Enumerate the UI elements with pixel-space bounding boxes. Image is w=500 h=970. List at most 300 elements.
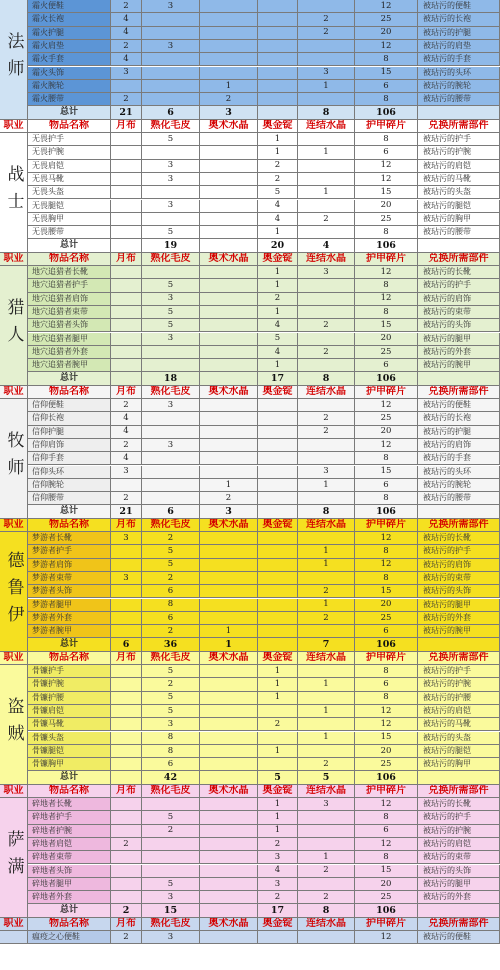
token-name: 被玷污的肩垫 — [418, 40, 500, 53]
material-count: 8 — [355, 665, 418, 678]
material-count — [142, 27, 200, 40]
material-count: 2 — [200, 492, 258, 505]
total-blank — [418, 239, 500, 252]
total-value — [200, 904, 258, 917]
token-name: 被玷污的长靴 — [418, 532, 500, 545]
item-name: 梦游者头饰 — [28, 585, 111, 598]
material-count: 1 — [298, 479, 355, 492]
material-count — [298, 692, 355, 705]
material-count: 1 — [258, 665, 298, 678]
item-name: 地穴追猎者腿甲 — [28, 333, 111, 346]
material-count — [298, 173, 355, 186]
material-count: 8 — [355, 133, 418, 146]
material-count: 25 — [355, 13, 418, 26]
material-count: 2 — [111, 40, 142, 53]
material-count: 3 — [111, 466, 142, 479]
total-value: 7 — [298, 638, 355, 651]
column-header: 职业 — [0, 652, 28, 665]
material-count — [298, 665, 355, 678]
item-name: 碎地者头饰 — [28, 865, 111, 878]
token-name: 被玷污的腕甲 — [418, 625, 500, 638]
material-count: 3 — [111, 532, 142, 545]
column-header: 物品名称 — [28, 519, 111, 532]
total-value: 8 — [298, 505, 355, 518]
material-count: 1 — [258, 692, 298, 705]
material-count: 2 — [111, 0, 142, 13]
token-name: 被玷污的便鞋 — [418, 931, 500, 944]
material-count — [111, 878, 142, 891]
material-count — [200, 333, 258, 346]
total-value: 106 — [355, 372, 418, 385]
material-count: 5 — [142, 878, 200, 891]
material-count: 8 — [355, 692, 418, 705]
material-count — [258, 732, 298, 745]
token-name: 被玷污的胸甲 — [418, 213, 500, 226]
material-count: 1 — [298, 732, 355, 745]
material-count — [111, 279, 142, 292]
item-name: 地穴追猎者长靴 — [28, 266, 111, 279]
total-value: 106 — [355, 638, 418, 651]
material-count: 2 — [111, 492, 142, 505]
material-count: 3 — [142, 0, 200, 13]
material-count: 12 — [355, 0, 418, 13]
column-header: 月布 — [111, 120, 142, 133]
material-count — [111, 825, 142, 838]
material-count — [298, 452, 355, 465]
material-count: 1 — [298, 146, 355, 159]
material-count: 5 — [142, 811, 200, 824]
material-count — [258, 452, 298, 465]
total-value: 106 — [355, 771, 418, 784]
item-name: 碎地者护手 — [28, 811, 111, 824]
material-count — [200, 226, 258, 239]
token-name: 被玷污的头饰 — [418, 585, 500, 598]
token-name: 被玷污的手套 — [418, 452, 500, 465]
material-count — [200, 279, 258, 292]
material-count: 2 — [298, 585, 355, 598]
material-count: 3 — [298, 67, 355, 80]
material-count — [111, 133, 142, 146]
material-count: 6 — [355, 359, 418, 372]
material-count — [200, 439, 258, 452]
material-count: 4 — [111, 426, 142, 439]
material-count — [258, 545, 298, 558]
token-name: 被玷污的护腿 — [418, 426, 500, 439]
token-name: 被玷污的头盔 — [418, 186, 500, 199]
token-name: 被玷污的护手 — [418, 133, 500, 146]
token-name: 被玷污的腿甲 — [418, 878, 500, 891]
material-count — [258, 466, 298, 479]
material-count: 4 — [111, 412, 142, 425]
material-count — [200, 426, 258, 439]
material-count — [142, 492, 200, 505]
total-value: 8 — [298, 372, 355, 385]
item-name: 霜火腰带 — [28, 93, 111, 106]
material-count — [200, 0, 258, 13]
item-name: 无畏马靴 — [28, 173, 111, 186]
material-count: 4 — [258, 200, 298, 213]
material-count: 25 — [355, 412, 418, 425]
material-count — [142, 479, 200, 492]
item-name: 信仰肩饰 — [28, 439, 111, 452]
material-count: 2 — [111, 439, 142, 452]
material-count — [298, 306, 355, 319]
material-count — [200, 160, 258, 173]
token-name: 被玷污的腿甲 — [418, 599, 500, 612]
item-name: 地穴追猎者头饰 — [28, 319, 111, 332]
column-header: 职业 — [0, 120, 28, 133]
total-value — [200, 372, 258, 385]
total-value: 21 — [111, 106, 142, 119]
material-count — [298, 200, 355, 213]
item-name: 信仰长袍 — [28, 412, 111, 425]
item-name: 霜火手套 — [28, 53, 111, 66]
column-header: 熟化毛皮 — [142, 918, 200, 931]
material-count: 2 — [258, 160, 298, 173]
material-count — [258, 53, 298, 66]
token-name: 被玷污的腰带 — [418, 492, 500, 505]
class-name: 萨满 — [0, 798, 28, 918]
material-count — [258, 572, 298, 585]
material-count: 3 — [298, 466, 355, 479]
material-count — [200, 200, 258, 213]
material-count: 15 — [355, 67, 418, 80]
material-count — [200, 572, 258, 585]
material-count — [142, 67, 200, 80]
item-name: 信仰腕轮 — [28, 479, 111, 492]
material-count: 1 — [298, 599, 355, 612]
token-name: 被玷污的便鞋 — [418, 399, 500, 412]
column-header: 奥术水晶 — [200, 120, 258, 133]
material-count: 2 — [142, 825, 200, 838]
material-count: 1 — [258, 226, 298, 239]
token-name: 被玷污的肩饰 — [418, 293, 500, 306]
material-count: 2 — [111, 93, 142, 106]
material-count: 12 — [355, 293, 418, 306]
item-name: 地穴追猎者外套 — [28, 346, 111, 359]
token-name: 被玷污的束带 — [418, 306, 500, 319]
material-count: 1 — [298, 851, 355, 864]
total-value: 17 — [258, 904, 298, 917]
total-label: 总计 — [28, 372, 111, 385]
item-name: 碎地者束带 — [28, 851, 111, 864]
material-count: 2 — [298, 27, 355, 40]
material-count: 12 — [355, 439, 418, 452]
material-count: 20 — [355, 426, 418, 439]
material-count — [200, 891, 258, 904]
material-count: 6 — [355, 625, 418, 638]
column-header: 月布 — [111, 386, 142, 399]
total-value: 106 — [355, 505, 418, 518]
material-count — [200, 452, 258, 465]
material-count — [200, 27, 258, 40]
token-name: 被玷污的手套 — [418, 53, 500, 66]
column-header: 连结水晶 — [298, 386, 355, 399]
total-value: 5 — [298, 771, 355, 784]
material-count — [111, 678, 142, 691]
material-count — [142, 53, 200, 66]
material-count: 1 — [258, 279, 298, 292]
material-count — [258, 439, 298, 452]
material-count — [200, 40, 258, 53]
material-count: 1 — [258, 811, 298, 824]
column-header: 护甲碎片 — [355, 652, 418, 665]
material-count — [258, 492, 298, 505]
item-name: 梦游者外套 — [28, 612, 111, 625]
column-header: 奥术水晶 — [200, 785, 258, 798]
column-header: 奥金锭 — [258, 386, 298, 399]
material-count: 4 — [258, 865, 298, 878]
material-count: 3 — [111, 572, 142, 585]
token-name: 被玷污的外套 — [418, 891, 500, 904]
item-name: 无畏肩铠 — [28, 160, 111, 173]
column-header: 月布 — [111, 785, 142, 798]
material-count: 15 — [355, 732, 418, 745]
material-count: 2 — [298, 758, 355, 771]
material-count: 12 — [355, 40, 418, 53]
column-header: 物品名称 — [28, 785, 111, 798]
column-header: 护甲碎片 — [355, 785, 418, 798]
material-count: 20 — [355, 333, 418, 346]
column-header: 连结水晶 — [298, 253, 355, 266]
item-name: 梦游者护手 — [28, 545, 111, 558]
token-name: 被玷污的护腕 — [418, 146, 500, 159]
material-count: 12 — [355, 798, 418, 811]
column-header: 职业 — [0, 519, 28, 532]
token-name: 被玷污的腕轮 — [418, 479, 500, 492]
token-name: 被玷污的腿甲 — [418, 333, 500, 346]
item-name: 碎地者长靴 — [28, 798, 111, 811]
column-header: 职业 — [0, 785, 28, 798]
item-name: 梦游者腿甲 — [28, 599, 111, 612]
column-header: 连结水晶 — [298, 785, 355, 798]
total-value: 3 — [200, 106, 258, 119]
token-name: 被玷污的束带 — [418, 572, 500, 585]
token-name: 被玷污的护腕 — [418, 825, 500, 838]
material-count — [200, 718, 258, 731]
material-count — [258, 67, 298, 80]
token-name: 被玷污的头环 — [418, 466, 500, 479]
item-name: 骨镰胸甲 — [28, 758, 111, 771]
material-count — [298, 532, 355, 545]
material-count — [298, 572, 355, 585]
material-count — [200, 13, 258, 26]
item-name: 瘟疫之心便鞋 — [28, 931, 111, 944]
material-count: 8 — [355, 545, 418, 558]
material-count: 3 — [142, 891, 200, 904]
class-name: 战士 — [0, 133, 28, 253]
material-count — [298, 718, 355, 731]
material-count — [200, 878, 258, 891]
material-count: 12 — [355, 705, 418, 718]
material-count — [142, 452, 200, 465]
material-count: 12 — [355, 266, 418, 279]
material-count: 1 — [258, 798, 298, 811]
material-count — [142, 798, 200, 811]
material-count — [111, 798, 142, 811]
material-count — [258, 705, 298, 718]
material-count: 5 — [142, 226, 200, 239]
item-name: 骨镰马靴 — [28, 718, 111, 731]
material-count — [258, 758, 298, 771]
material-count: 4 — [111, 53, 142, 66]
material-count: 3 — [298, 798, 355, 811]
token-name: 被玷污的长袍 — [418, 412, 500, 425]
material-count: 15 — [355, 466, 418, 479]
material-count — [111, 306, 142, 319]
total-label: 总计 — [28, 771, 111, 784]
material-count — [258, 426, 298, 439]
column-header: 月布 — [111, 519, 142, 532]
item-name: 无畏护腕 — [28, 146, 111, 159]
column-header: 奥术水晶 — [200, 386, 258, 399]
material-count: 8 — [142, 732, 200, 745]
column-header: 月布 — [111, 253, 142, 266]
material-count: 4 — [111, 452, 142, 465]
material-count: 2 — [142, 678, 200, 691]
material-count: 5 — [258, 333, 298, 346]
material-count — [258, 532, 298, 545]
material-count — [258, 625, 298, 638]
column-header: 奥金锭 — [258, 785, 298, 798]
material-count: 8 — [355, 452, 418, 465]
material-count — [111, 718, 142, 731]
item-name: 碎地者护腕 — [28, 825, 111, 838]
material-count — [111, 200, 142, 213]
column-header: 熟化毛皮 — [142, 785, 200, 798]
column-header: 奥金锭 — [258, 120, 298, 133]
material-count — [258, 0, 298, 13]
total-value: 19 — [142, 239, 200, 252]
material-count: 1 — [258, 133, 298, 146]
material-count — [258, 13, 298, 26]
item-name: 碎地者肩铠 — [28, 838, 111, 851]
material-count — [258, 479, 298, 492]
material-count: 12 — [355, 173, 418, 186]
token-name: 被玷污的护腿 — [418, 27, 500, 40]
material-count: 12 — [355, 399, 418, 412]
material-count: 8 — [355, 811, 418, 824]
material-count — [200, 359, 258, 372]
material-count: 5 — [142, 279, 200, 292]
material-count — [298, 333, 355, 346]
material-count: 5 — [142, 319, 200, 332]
material-count — [298, 40, 355, 53]
item-name: 霜火腕轮 — [28, 80, 111, 93]
item-name: 无畏腰带 — [28, 226, 111, 239]
material-count: 8 — [355, 93, 418, 106]
material-count: 2 — [298, 13, 355, 26]
column-header: 月布 — [111, 918, 142, 931]
material-count: 2 — [200, 93, 258, 106]
material-count: 20 — [355, 200, 418, 213]
material-count: 1 — [258, 266, 298, 279]
material-count — [111, 266, 142, 279]
total-value — [258, 106, 298, 119]
total-label: 总计 — [28, 904, 111, 917]
item-name: 梦游者肩饰 — [28, 559, 111, 572]
item-name: 无畏头盔 — [28, 186, 111, 199]
material-count — [298, 811, 355, 824]
material-count: 12 — [355, 838, 418, 851]
total-value: 8 — [298, 106, 355, 119]
column-header: 连结水晶 — [298, 519, 355, 532]
material-count: 12 — [355, 931, 418, 944]
material-count — [298, 878, 355, 891]
material-count — [298, 0, 355, 13]
token-name: 被玷污的护手 — [418, 811, 500, 824]
material-count — [258, 931, 298, 944]
material-count: 6 — [355, 479, 418, 492]
material-count: 6 — [142, 612, 200, 625]
item-name: 无畏护手 — [28, 133, 111, 146]
item-name: 霜火长袍 — [28, 13, 111, 26]
material-count: 8 — [142, 745, 200, 758]
material-count: 2 — [111, 931, 142, 944]
material-count: 6 — [355, 80, 418, 93]
material-count — [142, 426, 200, 439]
material-count: 1 — [298, 545, 355, 558]
material-count: 2 — [258, 293, 298, 306]
material-count — [200, 173, 258, 186]
material-count: 15 — [355, 319, 418, 332]
total-label: 总计 — [28, 239, 111, 252]
total-label: 总计 — [28, 106, 111, 119]
item-name: 梦游者腕甲 — [28, 625, 111, 638]
material-count: 4 — [258, 319, 298, 332]
column-header: 连结水晶 — [298, 918, 355, 931]
material-count — [200, 186, 258, 199]
material-count: 1 — [258, 306, 298, 319]
material-count — [111, 665, 142, 678]
material-count — [111, 811, 142, 824]
token-name: 被玷污的护手 — [418, 545, 500, 558]
material-count — [200, 612, 258, 625]
total-blank — [418, 904, 500, 917]
material-count — [298, 359, 355, 372]
column-header: 熟化毛皮 — [142, 253, 200, 266]
material-count: 4 — [111, 27, 142, 40]
total-value — [258, 505, 298, 518]
material-count — [111, 359, 142, 372]
material-count — [200, 319, 258, 332]
column-header: 护甲碎片 — [355, 253, 418, 266]
material-count — [111, 479, 142, 492]
material-count — [111, 599, 142, 612]
class-name: 猎人 — [0, 266, 28, 386]
material-count — [200, 825, 258, 838]
material-count: 5 — [142, 705, 200, 718]
column-header: 物品名称 — [28, 253, 111, 266]
material-count — [200, 133, 258, 146]
item-name: 骨镰护手 — [28, 665, 111, 678]
material-count — [111, 692, 142, 705]
token-name: 被玷污的肩饰 — [418, 559, 500, 572]
material-count: 1 — [200, 80, 258, 93]
item-name: 霜火护腿 — [28, 27, 111, 40]
total-value: 15 — [142, 904, 200, 917]
material-count — [111, 625, 142, 638]
token-name: 被玷污的外套 — [418, 346, 500, 359]
column-header: 熟化毛皮 — [142, 386, 200, 399]
material-count: 1 — [298, 705, 355, 718]
material-count — [200, 399, 258, 412]
material-count — [111, 346, 142, 359]
column-header: 物品名称 — [28, 120, 111, 133]
column-header: 奥金锭 — [258, 652, 298, 665]
column-header: 护甲碎片 — [355, 918, 418, 931]
material-count: 2 — [298, 426, 355, 439]
